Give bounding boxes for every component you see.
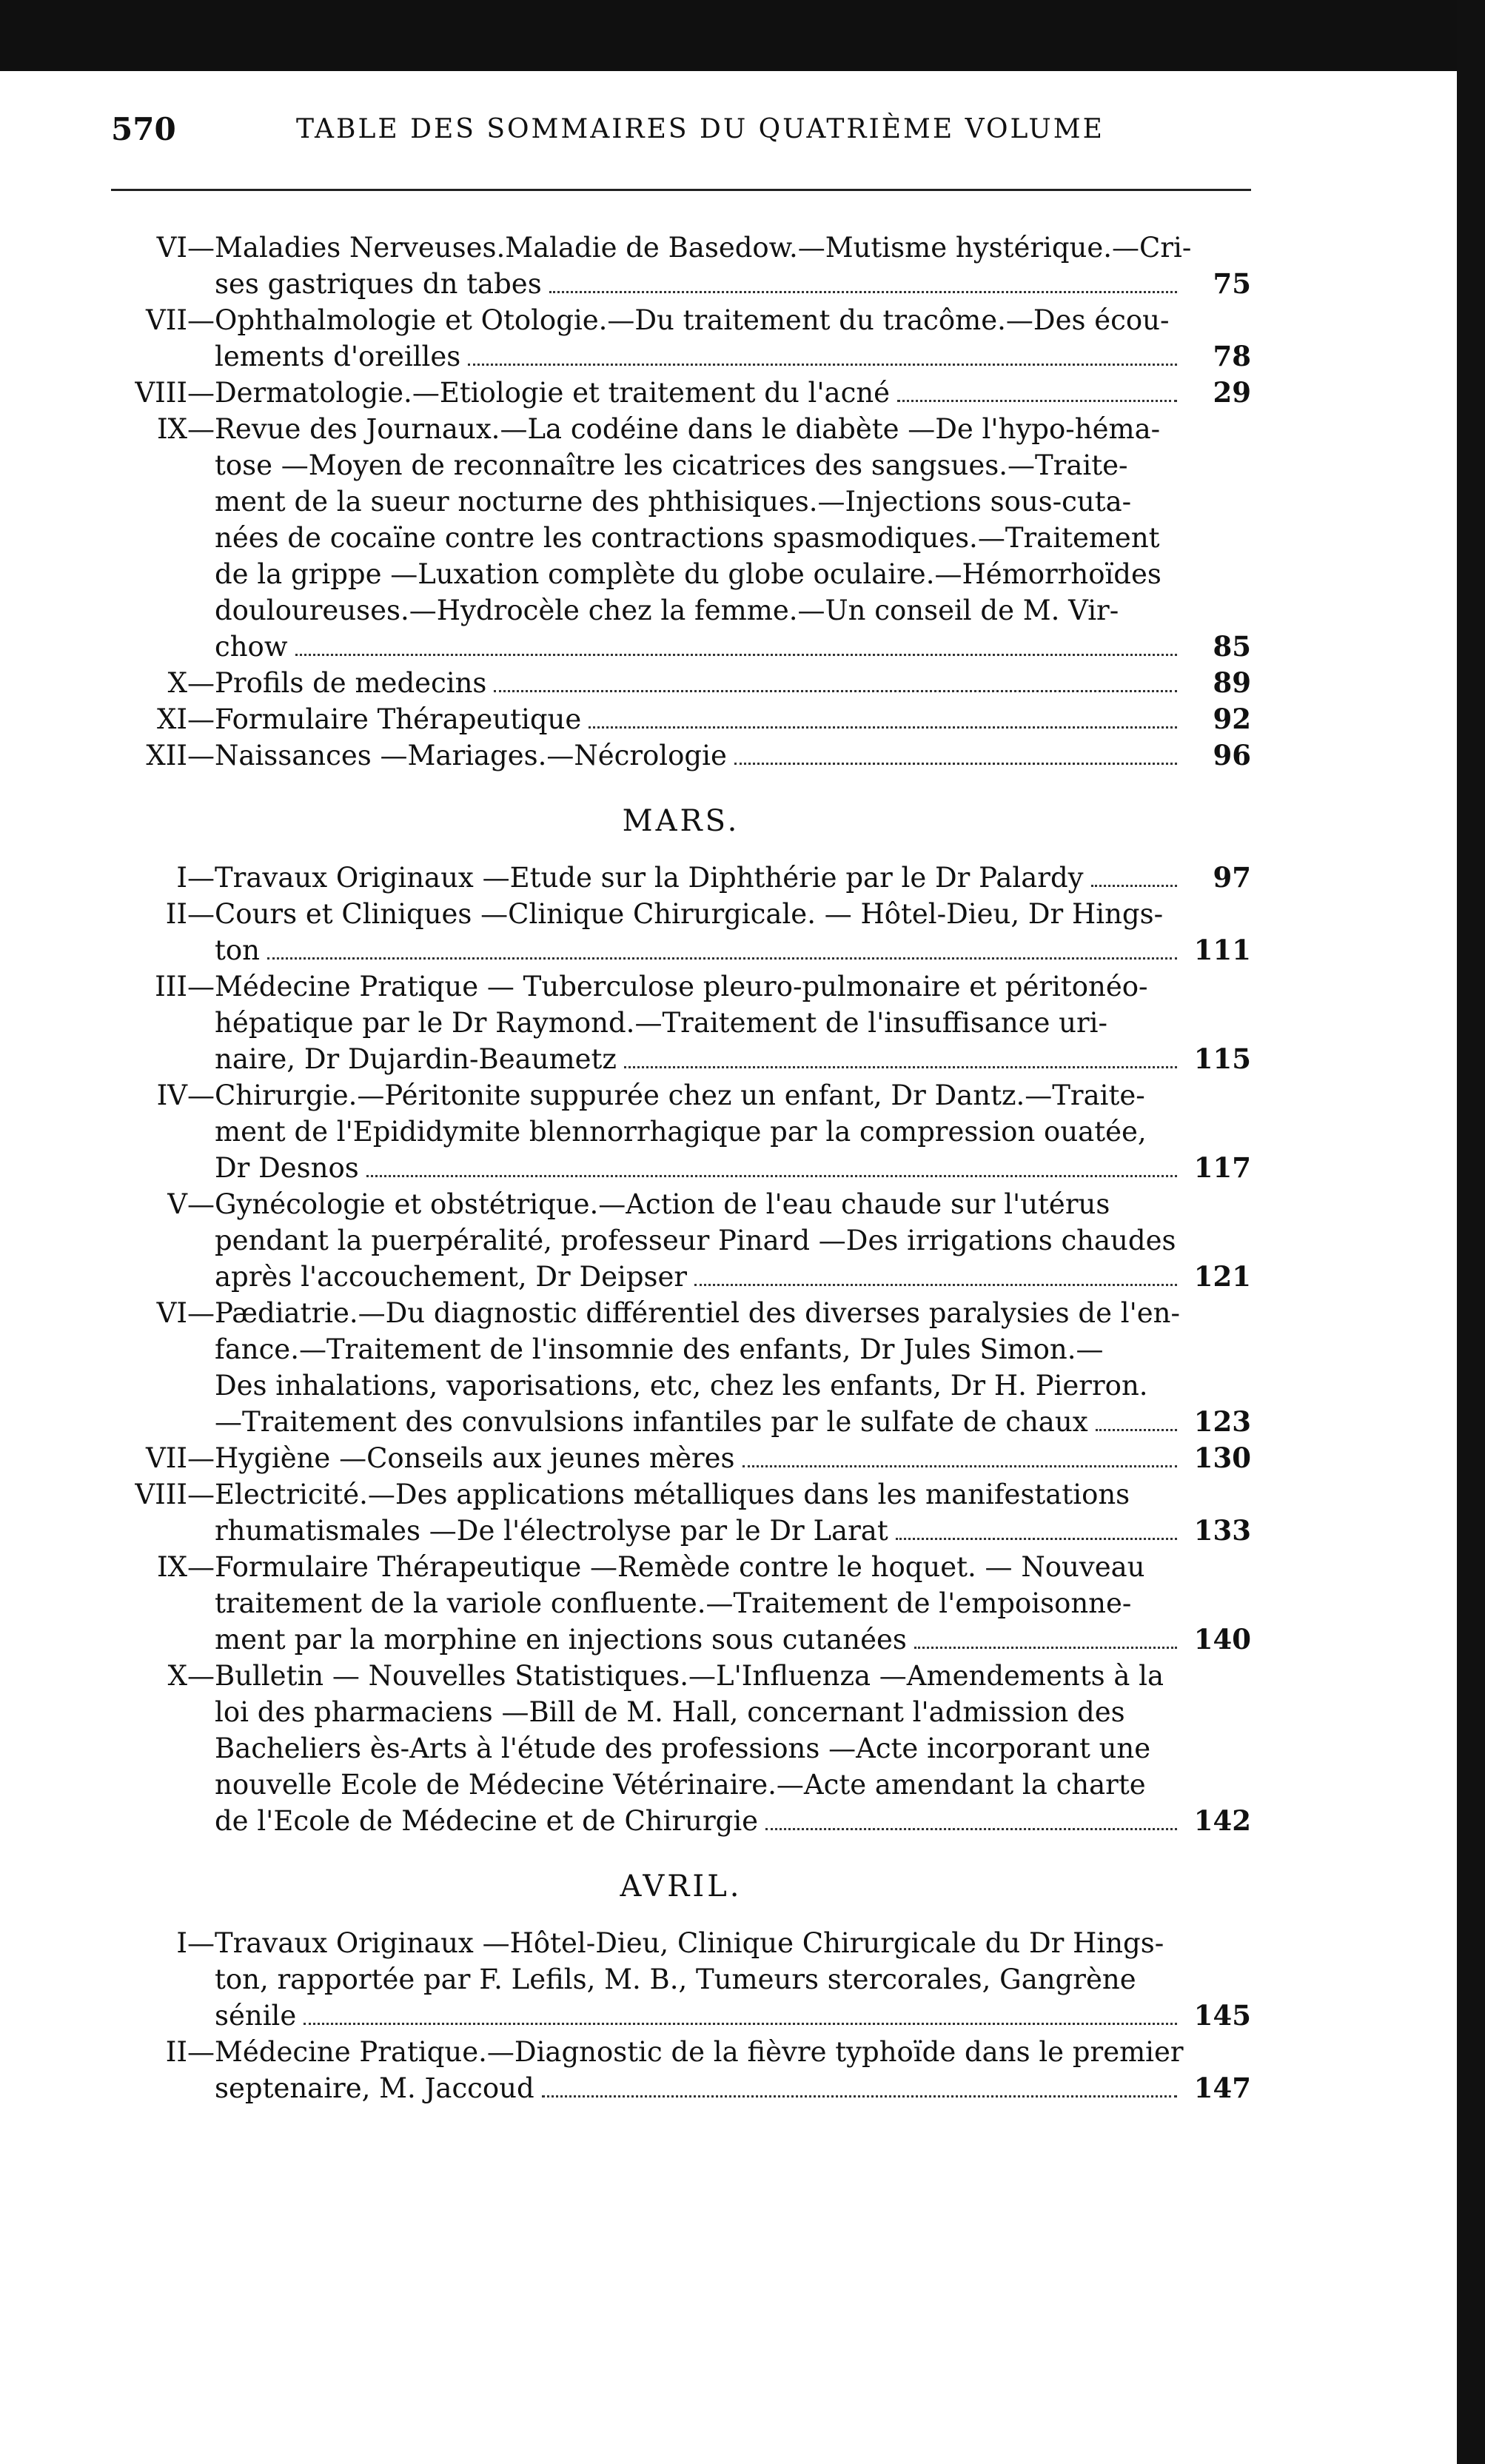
toc-line <box>111 230 1251 266</box>
entry-number: III— <box>155 971 215 1002</box>
toc-entry <box>111 1549 1251 1658</box>
toc-line <box>111 1404 1251 1440</box>
toc-entry <box>111 375 1251 411</box>
toc-line <box>111 338 1251 375</box>
toc-entry <box>111 1925 1251 2034</box>
entry-page-number: 145 <box>1193 1999 1251 2032</box>
entry-text: Dermatologie.—Etiologie et traitement du l'acné <box>215 377 891 409</box>
toc-line <box>111 592 1251 629</box>
entry-text: ton, rapportée par F. Lefils, M. B., Tumeurs stercorales, Gangrène <box>215 1964 1136 1995</box>
toc-line <box>111 1259 1251 1295</box>
dot-leader <box>366 1175 1177 1177</box>
entry-text: nées de cocaïne contre les contractions spasmodiques.—Traitement <box>215 522 1160 554</box>
entry-text: rhumatismales —De l'électrolyse par le Dr Larat <box>215 1515 888 1547</box>
entry-text: hépatique par le Dr Raymond.—Traitement de l'insuffisance uri- <box>215 1007 1107 1039</box>
entry-page-number: 140 <box>1193 1623 1251 1656</box>
entry-text: ment de l'Epididymite blennorrhagique par la compression ouatée, <box>215 1116 1147 1148</box>
toc-entry <box>111 411 1251 665</box>
entry-page-number: 121 <box>1193 1260 1251 1293</box>
dot-leader <box>624 1066 1177 1068</box>
page-number: 570 <box>111 111 176 147</box>
entry-text: pendant la puerpéralité, professeur Pinard —Des irrigations chaudes <box>215 1225 1176 1256</box>
toc-line <box>111 701 1251 737</box>
table-of-contents <box>111 230 1251 2106</box>
entry-page-number: 133 <box>1193 1514 1251 1547</box>
toc-line <box>111 1585 1251 1621</box>
toc-line <box>111 1186 1251 1222</box>
entry-number: V— <box>167 1188 215 1220</box>
entry-text: ses gastriques dn tabes <box>215 268 542 300</box>
entry-text: fance.—Traitement de l'insomnie des enfants, Dr Jules Simon.— <box>215 1333 1104 1365</box>
toc-line <box>111 2034 1251 2070</box>
dot-leader <box>742 1465 1177 1467</box>
scan-top-border <box>0 0 1485 71</box>
dot-leader <box>694 1284 1177 1286</box>
entry-number: IX— <box>157 413 215 445</box>
toc-line <box>111 1513 1251 1549</box>
entry-page-number: 115 <box>1193 1042 1251 1075</box>
entry-text: Formulaire Thérapeutique —Remède contre le hoquet. — Nouveau <box>215 1551 1145 1583</box>
entry-page-number: 89 <box>1213 666 1251 699</box>
toc-entry <box>111 968 1251 1077</box>
dot-leader <box>304 2023 1177 2025</box>
toc-line <box>111 1730 1251 1767</box>
entry-text: douloureuses.—Hydrocèle chez la femme.—Un conseil de M. Vir- <box>215 595 1119 626</box>
entry-number: VI— <box>156 1297 215 1329</box>
dot-leader <box>897 400 1177 402</box>
entry-page-number: 117 <box>1193 1151 1251 1184</box>
entry-text: Hygiène —Conseils aux jeunes mères <box>215 1442 735 1474</box>
toc-entry <box>111 1295 1251 1440</box>
entry-text: Bacheliers ès-Arts à l'étude des professions —Acte incorporant une <box>215 1732 1151 1764</box>
dot-leader <box>267 957 1177 960</box>
toc-line <box>111 556 1251 592</box>
toc-entry <box>111 1658 1251 1839</box>
scan-right-border <box>1457 0 1485 2464</box>
section-heading-avril: AVRIL. <box>620 1869 742 1904</box>
entry-text: Revue des Journaux.—La codéine dans le diabète —De l'hypo-héma- <box>215 413 1161 445</box>
toc-entry <box>111 1440 1251 1476</box>
toc-line <box>111 1440 1251 1476</box>
entry-text: Travaux Originaux —Hôtel-Dieu, Clinique Chirurgicale du Dr Hings- <box>215 1927 1164 1959</box>
entry-page-number: 147 <box>1193 2072 1251 2104</box>
entry-page-number: 142 <box>1193 1804 1251 1837</box>
entry-number: XI— <box>157 703 215 735</box>
toc-line <box>111 520 1251 556</box>
entry-text: Electricité.—Des applications métalliques dans les manifestations <box>215 1479 1130 1510</box>
entry-page-number: 111 <box>1193 934 1251 966</box>
toc-line <box>111 1925 1251 1961</box>
entry-text: de la grippe —Luxation complète du globe oculaire.—Hémorrhoïdes <box>215 558 1161 590</box>
entry-text: lements d'oreilles <box>215 341 461 372</box>
entry-text: de l'Ecole de Médecine et de Chirurgie <box>215 1805 759 1837</box>
dot-leader <box>542 2095 1177 2098</box>
toc-line <box>111 896 1251 932</box>
toc-line <box>111 737 1251 774</box>
dot-leader <box>1091 885 1177 887</box>
toc-entry <box>111 230 1251 302</box>
toc-entry <box>111 1186 1251 1295</box>
page-header <box>111 104 1251 163</box>
mars-section <box>111 860 1251 1839</box>
avril-section <box>111 1925 1251 2106</box>
entry-number: IV— <box>156 1079 215 1111</box>
toc-line <box>111 2070 1251 2106</box>
toc-line <box>111 1961 1251 1998</box>
toc-entry <box>111 1077 1251 1186</box>
entry-text: Formulaire Thérapeutique <box>215 703 582 735</box>
toc-entry <box>111 896 1251 968</box>
toc-line <box>111 1331 1251 1367</box>
toc-line <box>111 266 1251 302</box>
toc-line <box>111 411 1251 447</box>
toc-line <box>111 1005 1251 1041</box>
toc-line <box>111 375 1251 411</box>
entry-number: VI— <box>156 232 215 264</box>
toc-line <box>111 302 1251 338</box>
entry-number: II— <box>165 2036 215 2068</box>
dot-leader <box>589 726 1177 729</box>
entry-number: IX— <box>157 1551 215 1583</box>
toc-line <box>111 1803 1251 1839</box>
toc-entry <box>111 665 1251 701</box>
entry-text: traitement de la variole confluente.—Traitement de l'empoisonne- <box>215 1587 1132 1619</box>
entry-number: XII— <box>146 740 215 771</box>
entry-text: nouvelle Ecole de Médecine Vétérinaire.—Acte amendant la charte <box>215 1769 1146 1801</box>
toc-line <box>111 629 1251 665</box>
entry-text: Travaux Originaux —Etude sur la Diphthérie par le Dr Palardy <box>215 862 1084 894</box>
entry-number: II— <box>165 898 215 930</box>
entry-text: chow <box>215 631 288 663</box>
entry-text: Dr Desnos <box>215 1152 359 1184</box>
entry-text: sénile <box>215 2000 297 2032</box>
entry-number: I— <box>176 862 215 894</box>
entry-text: —Traitement des convulsions infantiles par le sulfate de chaux <box>215 1406 1088 1438</box>
toc-entry <box>111 2034 1251 2106</box>
dot-leader <box>295 654 1178 656</box>
dot-leader <box>494 690 1177 692</box>
entry-page-number: 78 <box>1213 340 1251 372</box>
toc-line <box>111 1767 1251 1803</box>
toc-line <box>111 1549 1251 1585</box>
book-page <box>111 104 1251 2104</box>
entry-page-number: 96 <box>1213 739 1251 771</box>
entry-text: septenaire, M. Jaccoud <box>215 2072 534 2104</box>
toc-line <box>111 1476 1251 1513</box>
toc-entry <box>111 701 1251 737</box>
toc-line <box>111 1367 1251 1404</box>
entry-text: Profils de medecins <box>215 667 487 699</box>
toc-line <box>111 1658 1251 1694</box>
running-title: TABLE DES SOMMAIRES DU QUATRIÈME VOLUME <box>296 114 1104 144</box>
entry-text: naire, Dr Dujardin-Beaumetz <box>215 1043 617 1075</box>
toc-line <box>111 1114 1251 1150</box>
toc-line <box>111 1621 1251 1658</box>
dot-leader <box>734 763 1177 765</box>
section-heading-mars: MARS. <box>622 804 740 838</box>
entry-text: ton <box>215 934 260 966</box>
entry-number: X— <box>167 1660 215 1692</box>
entry-page-number: 130 <box>1193 1442 1251 1474</box>
entry-text: après l'accouchement, Dr Deipser <box>215 1261 688 1293</box>
entry-text: Cours et Cliniques —Clinique Chirurgicale. — Hôtel-Dieu, Dr Hings- <box>215 898 1164 930</box>
toc-line <box>111 1694 1251 1730</box>
entry-text: loi des pharmaciens —Bill de M. Hall, concernant l'admission des <box>215 1696 1125 1728</box>
dot-leader <box>765 1828 1177 1830</box>
entry-number: VII— <box>146 1442 215 1474</box>
entry-text: tose —Moyen de reconnaître les cicatrices des sangsues.—Traite- <box>215 449 1128 481</box>
toc-entry <box>111 1476 1251 1549</box>
toc-line <box>111 483 1251 520</box>
entry-text: Ophthalmologie et Otologie.—Du traitement du tracôme.—Des écou- <box>215 304 1170 336</box>
toc-line <box>111 1150 1251 1186</box>
dot-leader <box>549 291 1177 293</box>
entry-text: Gynécologie et obstétrique.—Action de l'eau chaude sur l'utérus <box>215 1188 1110 1220</box>
entry-text: Médecine Pratique.—Diagnostic de la fièvre typhoïde dans le premier <box>215 2036 1184 2068</box>
toc-line <box>111 665 1251 701</box>
toc-line <box>111 1041 1251 1077</box>
entry-number: VIII— <box>135 377 215 409</box>
entry-number: VIII— <box>135 1479 215 1510</box>
toc-entry <box>111 860 1251 896</box>
entry-text: ment par la morphine en injections sous cutanées <box>215 1624 907 1656</box>
toc-line <box>111 1295 1251 1331</box>
entry-text: Pædiatrie.—Du diagnostic différentiel des diverses paralysies de l'en- <box>215 1297 1180 1329</box>
toc-line <box>111 860 1251 896</box>
dot-leader <box>914 1647 1177 1649</box>
toc-line <box>111 968 1251 1005</box>
dot-leader <box>896 1538 1177 1540</box>
fevrier-section <box>111 230 1251 774</box>
entry-page-number: 123 <box>1193 1405 1251 1438</box>
entry-text: Médecine Pratique — Tuberculose pleuro-pulmonaire et péritonéo- <box>215 971 1148 1002</box>
toc-line <box>111 447 1251 483</box>
entry-page-number: 29 <box>1213 376 1251 409</box>
entry-text: Naissances —Mariages.—Nécrologie <box>215 740 727 771</box>
toc-entry <box>111 302 1251 375</box>
entry-number: X— <box>167 667 215 699</box>
entry-text: Des inhalations, vaporisations, etc, chez les enfants, Dr H. Pierron. <box>215 1370 1148 1402</box>
entry-page-number: 97 <box>1213 861 1251 894</box>
entry-text: ment de la sueur nocturne des phthisiques.—Injections sous-cuta- <box>215 486 1132 518</box>
entry-number: I— <box>176 1927 215 1959</box>
header-rule <box>111 189 1251 191</box>
toc-line <box>111 1998 1251 2034</box>
dot-leader <box>468 364 1177 366</box>
entry-number: VII— <box>146 304 215 336</box>
dot-leader <box>1096 1429 1177 1431</box>
entry-text: Chirurgie.—Péritonite suppurée chez un enfant, Dr Dantz.—Traite- <box>215 1079 1145 1111</box>
entry-page-number: 75 <box>1213 267 1251 300</box>
entry-page-number: 85 <box>1213 630 1251 663</box>
toc-line <box>111 932 1251 968</box>
entry-text: Maladies Nerveuses.Maladie de Basedow.—Mutisme hystérique.—Cri- <box>215 232 1192 264</box>
toc-line <box>111 1077 1251 1114</box>
entry-text: Bulletin — Nouvelles Statistiques.—L'Influenza —Amendements à la <box>215 1660 1164 1692</box>
toc-entry <box>111 737 1251 774</box>
toc-line <box>111 1222 1251 1259</box>
entry-page-number: 92 <box>1213 703 1251 735</box>
